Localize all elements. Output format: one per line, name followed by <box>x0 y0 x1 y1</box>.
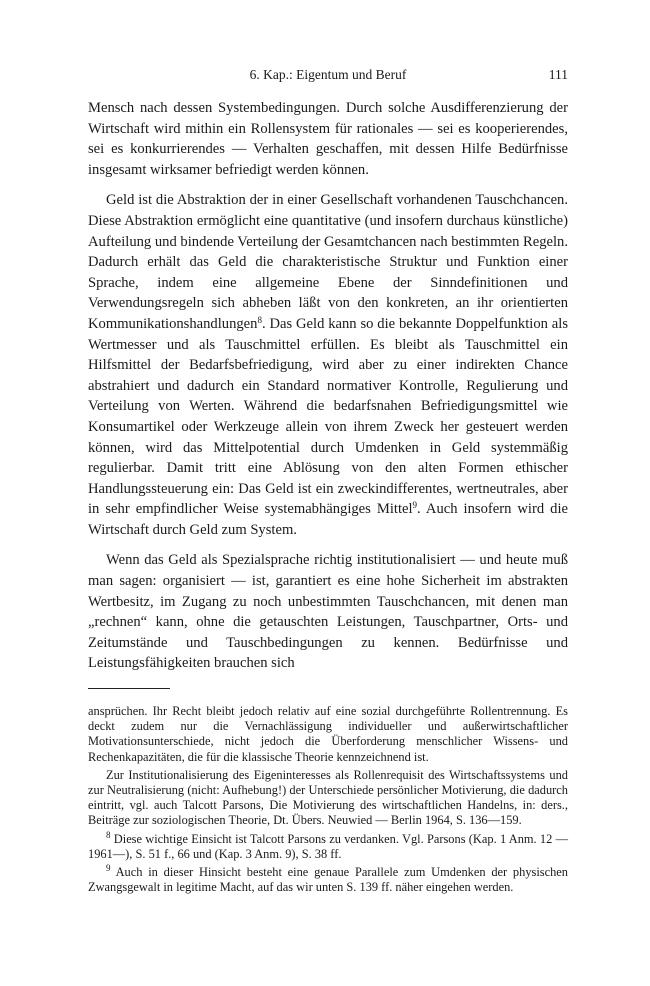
paragraph-2-part-b: . Das Geld kann so die bekannte Doppelfunktion als Wertmesser und als Tauschmittel erfüllen. Es bleibt als Tauschmittel ein Hilfsmittel der Bedarfsbefriedigung, wird aber zu einer indirekten Chance abstrahiert und dadurch ein Standard normativer Kontrolle, Regulierung und Verteilung von Werten. Während die bedarfsnahen Befriedigungsmittel wie Konsumartikel oder Werkzeuge allein von ihrem Zweck her gesteuert werden können, wird das Mittelpotential durch Umdenken in Geld systemmäßig regulierbar. Damit tritt eine Ablösung von den alten Formen ethischer Handlungssteuerung ein: Das Geld ist ein zweckindifferentes, wertneutrales, aber in sehr empfindlicher Weise systemabhängiges Mittel <box>88 315 568 518</box>
footnote-8 <box>88 829 568 862</box>
footnote-9-text: Auch in dieser Hinsicht besteht eine genaue Parallele zum Umdenken der physischen Zwangsgewalt in legitime Macht, auf das wir unten S. 139 ff. näher eingehen werden. <box>88 865 568 895</box>
paragraph-1: Mensch nach dessen Systembedingungen. Durch solche Ausdifferenzierung der Wirtschaft wird mithin ein Rollensystem für rationales — sei es kooperierendes, sei es konkurrierendes — Verhalten geschaffen, mit dessen Hilfe Bedürfnisse insgesamt wirksamer befriedigt werden können. <box>88 100 568 178</box>
footnote-9-marker: 9 <box>106 863 111 874</box>
footnote-8-marker: 8 <box>106 829 111 840</box>
footnotes <box>88 704 568 898</box>
footnote-divider <box>88 688 170 689</box>
page-number: 111 <box>548 67 568 82</box>
footnote-continuation-2: Zur Institutionalisierung des Eigeninteresses als Rollenrequisit des Wirtschaftssystems und zur Neutralisierung (nicht: Aufhebung!) der Unterschiede persönlicher Motivierung, die dadurch eintritt, vgl. auch Talcott Parsons, Die Motivierung des wirtschaftlichen Handelns, in: ders., Beiträge zur soziologischen Theorie, Dt. Übers. Neuwied — Berlin 1964, S. 136—159. <box>88 767 568 828</box>
footnote-8-text: Diese wichtige Einsicht ist Talcott Parsons zu verdanken. Vgl. Parsons (Kap. 1 Anm. 12 —1961—), S. 51 f., 66 und (Kap. 3 Anm. 9), S. 38 ff. <box>88 831 568 861</box>
paragraph-2 <box>88 190 568 540</box>
footnote-ref-8: 8 <box>257 314 262 325</box>
paragraph-2-part-c: . Auch insofern wird die Wirtschaft durch Geld zum System. <box>88 501 569 538</box>
paragraph-2-part-a: Geld ist die Abstraktion der in einer Gesellschaft vorhandenen Tauschchancen. Diese Abstraktion ermöglicht eine quantitative (und insofern durchaus künstliche) Aufteilung und bindende Verteilung der Gesamtchancen nach bestimmten Regeln. Dadurch erhält das Geld die charakteristische Struktur und Funktion einer Sprache, indem eine allgemeine Ebene der Sinndefinitionen und Verwendungsregeln sich abheben läßt von den konkreten, an ihr orientierten Kommunikationshandlungen <box>88 192 568 332</box>
footnote-continuation: ansprüchen. Ihr Recht bleibt jedoch relativ auf eine sozial durchgeführte Rollentrennung. Es deckt zudem nur die Vernachlässigung individueller und außerwirtschaftlicher Motivationsunterschiede, nicht jedoch die Überforderung menschlicher Wissens- und Rechenkapazitäten, die für die klassische Theorie kennzeichnend ist. <box>88 704 568 764</box>
paragraph-3: Wenn das Geld als Spezialsprache richtig institutionalisiert — und heute muß man sagen: organisiert — ist, garantiert es eine hohe Sicherheit im abstrakten Wertbesitz, im Zugang zu noch unbestimmten Tauschchancen, mit denen man „rechnen“ kann, ohne die getauschten Leistungen, Tauschpartner, Orts- und Zeitumstände und Tauschbedingungen zu kennen. Bedürfnisse und Leistungsfähigkeiten brauchen sich <box>88 552 568 672</box>
running-title: 6. Kap.: Eigentum und Beruf <box>249 67 407 82</box>
body-text <box>88 98 568 684</box>
footnote-ref-9: 9 <box>412 500 418 511</box>
footnote-9 <box>88 865 568 895</box>
